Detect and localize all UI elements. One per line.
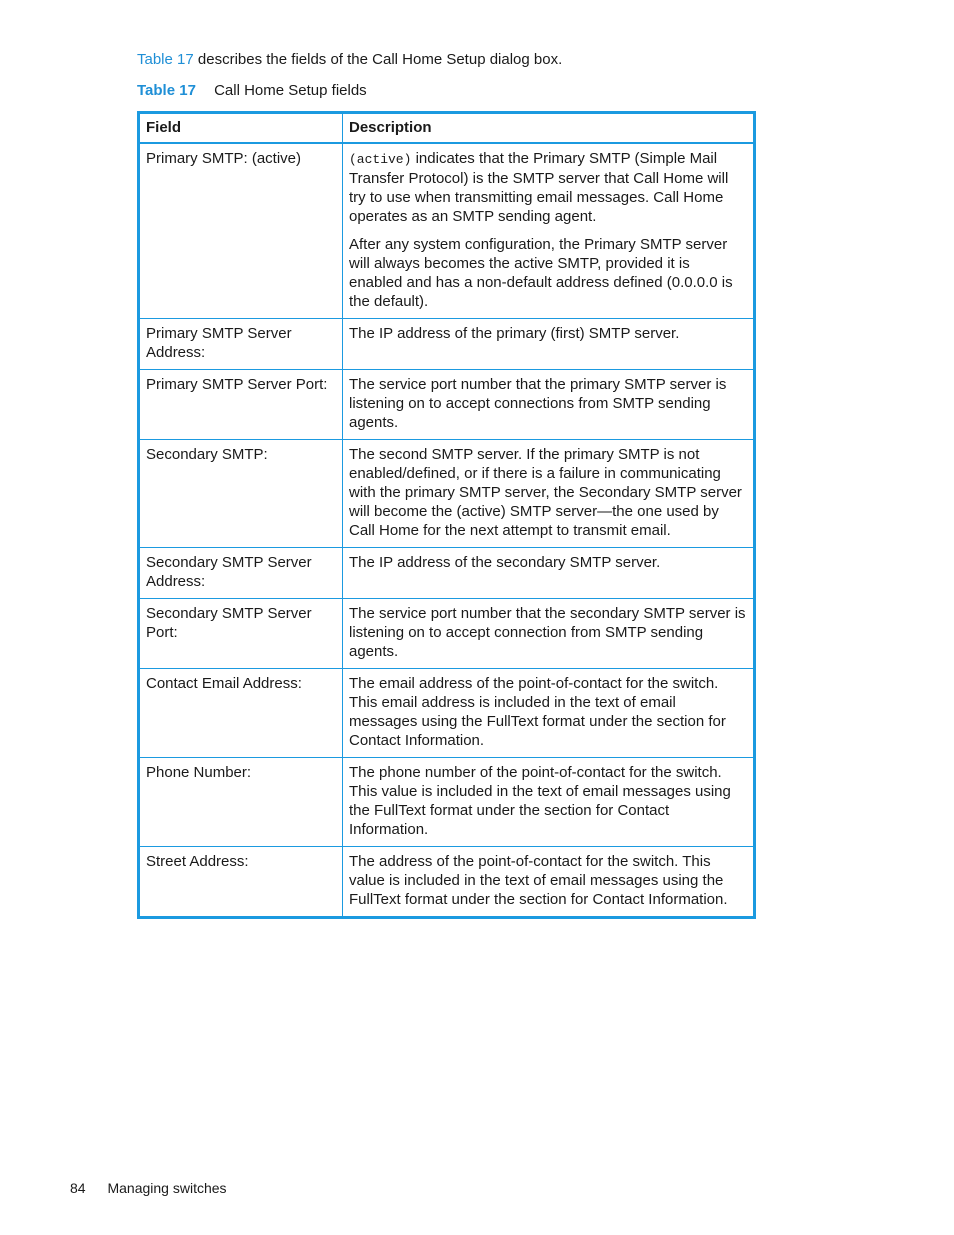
description-cell: The service port number that the secondary SMTP server is listening on to accept connection from SMTP sending agents. <box>343 599 755 669</box>
description-cell: The address of the point-of-contact for the switch. This value is included in the text of email messages using the FullText format under the section for Contact Information. <box>343 847 755 918</box>
table-row <box>139 440 755 548</box>
page-footer <box>70 1180 227 1196</box>
table-caption <box>137 82 367 99</box>
table-row <box>139 847 755 918</box>
field-cell: Primary SMTP: (active) <box>139 143 343 319</box>
field-cell: Primary SMTP Server Address: <box>139 319 343 370</box>
description-cell: The phone number of the point-of-contact for the switch. This value is included in the text of email messages using the FullText format under the section for Contact Information. <box>343 758 755 847</box>
description-cell: The IP address of the secondary SMTP server. <box>343 548 755 599</box>
table-row <box>139 669 755 758</box>
field-cell: Contact Email Address: <box>139 669 343 758</box>
field-cell: Secondary SMTP Server Port: <box>139 599 343 669</box>
section-title: Managing switches <box>107 1180 227 1196</box>
field-cell: Secondary SMTP: <box>139 440 343 548</box>
intro-paragraph <box>137 51 562 68</box>
table-row <box>139 319 755 370</box>
header-description: Description <box>343 113 755 144</box>
description-text: indicates that the Primary SMTP (Simple Mail Transfer Protocol) is the SMTP server that Call Home will try to use when transmitting email messages. Call Home operates as an SMTP sending agent. <box>349 150 729 225</box>
description-cell: The service port number that the primary SMTP server is listening on to accept connections from SMTP sending agents. <box>343 370 755 440</box>
description-paragraph-2: After any system configuration, the Primary SMTP server will always becomes the active SMTP, provided it is enabled and has a non-default address defined (0.0.0.0 is the default). <box>349 236 733 310</box>
description-paragraph <box>349 149 747 226</box>
table-caption-number: Table 17 <box>137 82 196 99</box>
table-header-row <box>139 113 755 144</box>
table-row <box>139 143 755 319</box>
description-cell: The IP address of the primary (first) SMTP server. <box>343 319 755 370</box>
field-cell: Phone Number: <box>139 758 343 847</box>
field-cell: Secondary SMTP Server Address: <box>139 548 343 599</box>
call-home-fields-table <box>137 111 756 919</box>
page-number: 84 <box>70 1180 86 1196</box>
table-row <box>139 758 755 847</box>
table-row <box>139 599 755 669</box>
intro-text: describes the fields of the Call Home Setup dialog box. <box>193 51 563 68</box>
table-caption-title: Call Home Setup fields <box>214 82 367 99</box>
table-row <box>139 370 755 440</box>
code-active: (active) <box>349 152 412 167</box>
field-cell: Street Address: <box>139 847 343 918</box>
table-row <box>139 548 755 599</box>
field-cell: Primary SMTP Server Port: <box>139 370 343 440</box>
description-cell: The email address of the point-of-contact for the switch. This email address is included in the text of email messages using the FullText format under the section for Contact Information. <box>343 669 755 758</box>
description-cell: The second SMTP server. If the primary SMTP is not enabled/defined, or if there is a failure in communicating with the primary SMTP server, the Secondary SMTP server will become the (active) SMTP server—the one used by Call Home for the next attempt to transmit email. <box>343 440 755 548</box>
description-cell <box>343 143 755 319</box>
header-field: Field <box>139 113 343 144</box>
table-reference-link[interactable]: Table 17 <box>137 51 194 68</box>
